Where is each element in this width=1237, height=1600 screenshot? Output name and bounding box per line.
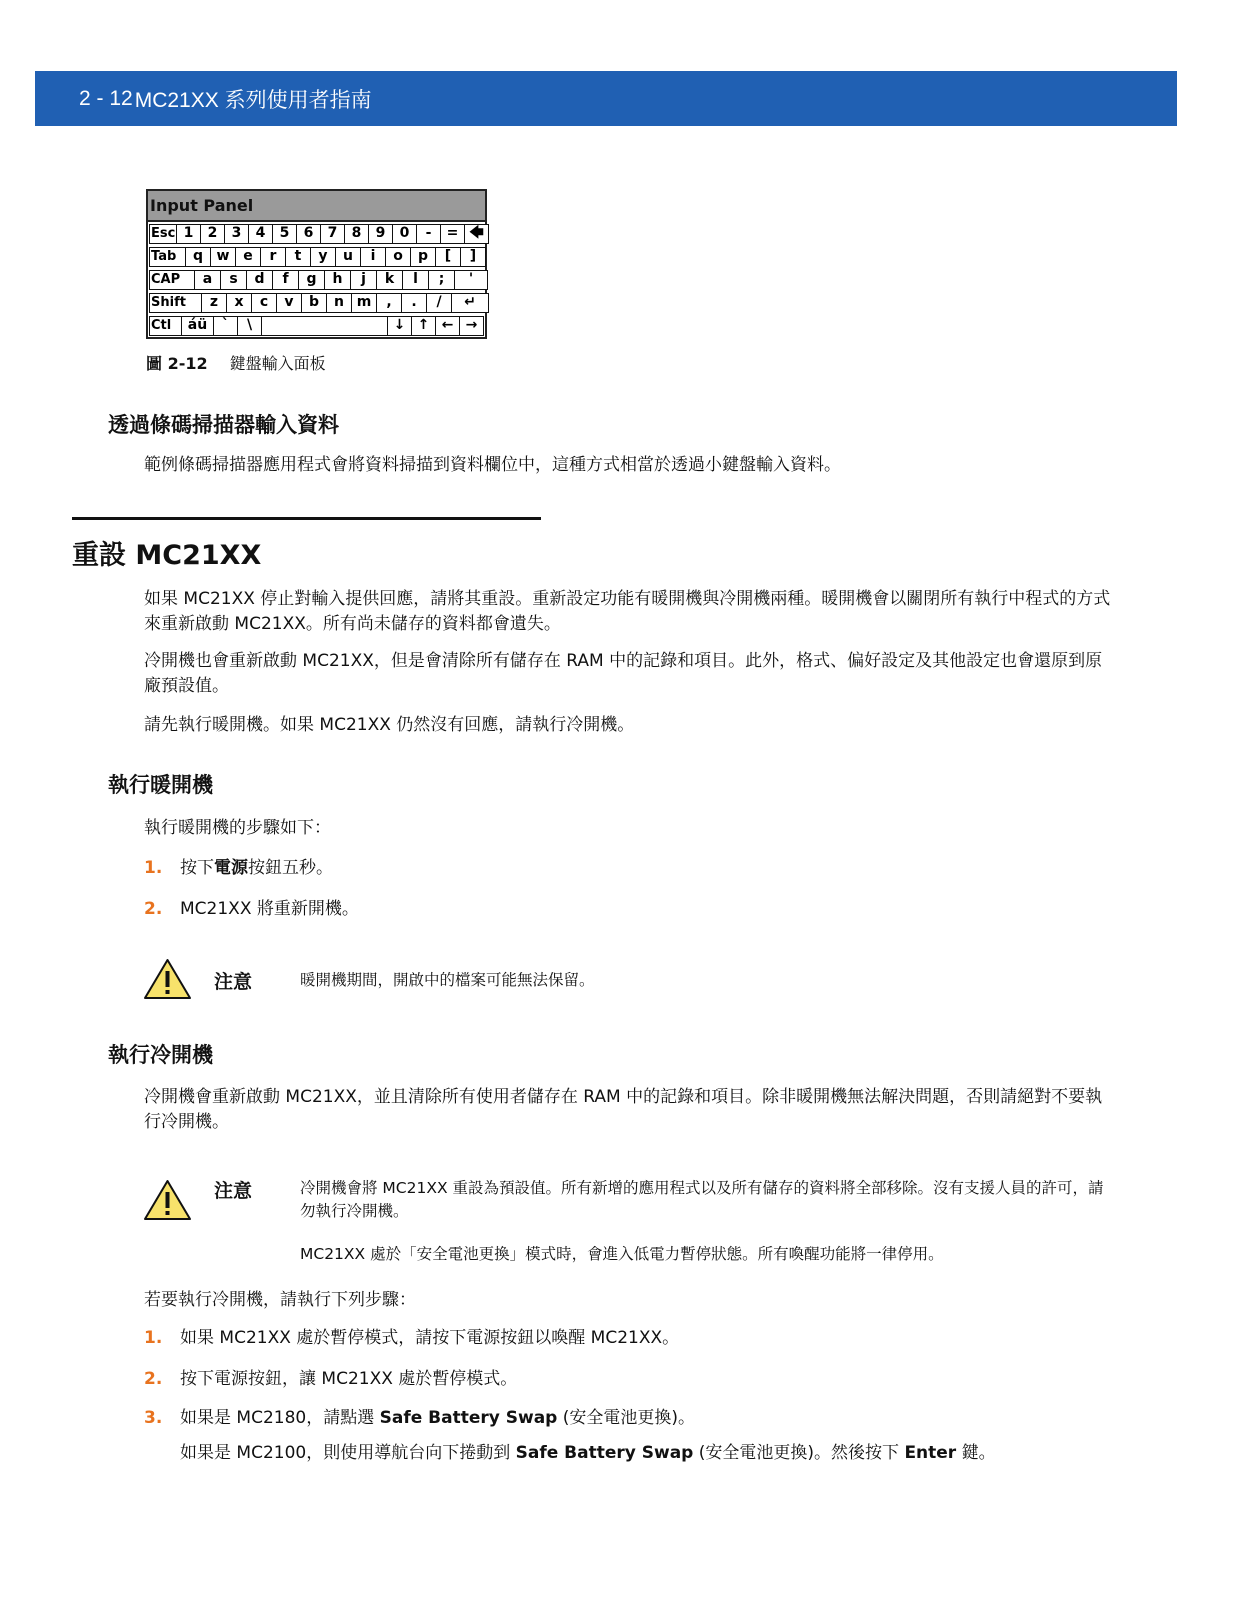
arrow-down-icon: ↓ (387, 316, 412, 336)
note-text-2: MC21XX 處於「安全電池更換」模式時，會進入低電力暫停狀態。所有喚醒功能將一律停用。 (300, 1245, 944, 1263)
warning-icon (143, 1178, 192, 1222)
key-y: y (310, 247, 336, 267)
key-period: . (401, 293, 427, 313)
key-r: r (260, 247, 286, 267)
step-number: 1. (144, 1328, 163, 1348)
key-slash: / (426, 293, 452, 313)
key-p: p (410, 247, 436, 267)
key-accents: áü (181, 316, 214, 336)
key-tab: Tab (149, 247, 186, 267)
key-5: 5 (272, 224, 297, 244)
key-comma: , (376, 293, 402, 313)
heading-cold-boot: 執行冷開機 (108, 1043, 213, 1067)
key-1: 1 (176, 224, 201, 244)
step-bold-text: 電源 (214, 858, 248, 878)
key-space (261, 316, 388, 336)
key-d: d (246, 270, 273, 290)
page-header (35, 71, 1177, 126)
key-7: 7 (320, 224, 345, 244)
key-o: o (385, 247, 411, 267)
key-c: c (251, 293, 277, 313)
input-panel-figure (146, 189, 487, 339)
cold-boot-step-3-line-2 (180, 1441, 996, 1466)
step-text: 按鈕五秒。 (248, 858, 333, 878)
key-b: b (301, 293, 327, 313)
step-text: MC21XX 將重新開機。 (180, 899, 359, 919)
key-backslash: \ (237, 316, 262, 336)
key-k: k (376, 270, 403, 290)
key-6: 6 (296, 224, 321, 244)
arrow-left-icon: ← (435, 316, 460, 336)
step-number: 1. (144, 858, 163, 878)
key-left-bracket: [ (435, 247, 461, 267)
cold-boot-step-2 (144, 1367, 517, 1392)
key-esc: Esc (149, 224, 177, 244)
key-f: f (272, 270, 299, 290)
arrow-right-icon: → (459, 316, 484, 336)
heading-reset: 重設 MC21XX (72, 540, 262, 571)
key-u: u (335, 247, 361, 267)
enter-icon: ↵ (451, 293, 489, 313)
key-q: q (185, 247, 211, 267)
key-z: z (201, 293, 227, 313)
figure-caption-text: 鍵盤輸入面板 (229, 354, 326, 373)
key-3: 3 (224, 224, 249, 244)
key-4: 4 (248, 224, 273, 244)
key-j: j (350, 270, 377, 290)
key-e: e (235, 247, 261, 267)
note-text-1: 冷開機會將 MC21XX 重設為預設值。所有新增的應用程式以及所有儲存的資料將全部移除。沒有支援人員的許可，請勿執行冷開機。 (300, 1179, 1104, 1220)
step-bold-text: Enter (904, 1443, 957, 1463)
step-number: 2. (144, 1369, 163, 1389)
heading-warm-boot: 執行暖開機 (108, 773, 213, 797)
key-g: g (298, 270, 325, 290)
key-semicolon: ; (428, 270, 455, 290)
warm-boot-intro: 執行暖開機的步驟如下： (144, 818, 331, 838)
key-w: w (210, 247, 236, 267)
cold-boot-intro: 若要執行冷開機，請執行下列步驟： (144, 1290, 416, 1310)
step-number: 2. (144, 899, 163, 919)
key-minus: - (416, 224, 441, 244)
cold-boot-paragraph: 冷開機會重新啟動 MC21XX，並且清除所有使用者儲存在 RAM 中的記錄和項目。除非暖開機無法解決問題，否則請絕對不要執行冷開機。 (144, 1087, 1103, 1132)
section-divider (72, 517, 541, 520)
reset-paragraph-1: 如果 MC21XX 停止對輸入提供回應，請將其重設。重新設定功能有暖開機與冷開機兩種。暖開機會以關閉所有執行中程式的方式來重新啟動 MC21XX。所有尚未儲存的資料都會遺失。 (144, 589, 1111, 634)
step-text: 按下電源按鈕，讓 MC21XX 處於暫停模式。 (180, 1369, 518, 1389)
step-text: (安全電池更換)。 (557, 1408, 696, 1428)
warm-boot-step-1 (144, 856, 333, 881)
reset-paragraph-3: 請先執行暖開機。如果 MC21XX 仍然沒有回應，請執行冷開機。 (144, 715, 635, 735)
key-a: a (194, 270, 221, 290)
key-v: v (276, 293, 302, 313)
book-title: MC21XX 系列使用者指南 (134, 88, 372, 112)
step-text: 如果 MC21XX 處於暫停模式，請按下電源按鈕以喚醒 MC21XX。 (180, 1328, 680, 1348)
arrow-up-icon: ↑ (411, 316, 436, 336)
figure-number: 圖 2-12 (146, 354, 208, 373)
backspace-icon: 🡄 (464, 224, 489, 244)
key-x: x (226, 293, 252, 313)
step-bold-text: Safe Battery Swap (515, 1443, 694, 1463)
step-number: 3. (144, 1408, 163, 1428)
key-right-bracket: ] (460, 247, 486, 267)
step-bold-text: Safe Battery Swap (379, 1408, 558, 1428)
step-text: (安全電池更換)。然後按下 (693, 1443, 905, 1463)
page-number: 2 - 12 (79, 86, 133, 110)
note-label: 注意 (214, 971, 253, 993)
key-i: i (360, 247, 386, 267)
warning-icon (143, 957, 192, 1001)
key-shift: Shift (149, 293, 202, 313)
key-n: n (326, 293, 352, 313)
input-panel-title: Input Panel (148, 191, 485, 222)
key-s: s (220, 270, 247, 290)
step-text: 如果是 MC2100，則使用導航台向下捲動到 (180, 1443, 516, 1463)
key-caps: CAP (149, 270, 195, 290)
cold-boot-step-1 (144, 1326, 679, 1351)
reset-paragraph-2: 冷開機也會重新啟動 MC21XX，但是會清除所有儲存在 RAM 中的記錄和項目。此外，格式、偏好設定及其他設定也會還原到原廠預設值。 (144, 651, 1103, 696)
key-9: 9 (368, 224, 393, 244)
cold-boot-step-3 (144, 1406, 695, 1431)
note-text: 暖開機期間，開啟中的檔案可能無法保留。 (300, 971, 595, 989)
step-text: 如果是 MC2180，請點選 (180, 1408, 380, 1428)
key-backtick: ` (213, 316, 238, 336)
heading-scanner-input: 透過條碼掃描器輸入資料 (108, 413, 339, 437)
step-text: 按下 (180, 858, 214, 878)
key-ctl: Ctl (149, 316, 182, 336)
key-apostrophe: ' (454, 270, 488, 290)
key-l: l (402, 270, 429, 290)
note-label: 注意 (214, 1180, 253, 1202)
key-equals: = (440, 224, 465, 244)
key-h: h (324, 270, 351, 290)
key-t: t (285, 247, 311, 267)
key-2: 2 (200, 224, 225, 244)
figure-caption (146, 351, 326, 374)
key-8: 8 (344, 224, 369, 244)
scanner-paragraph: 範例條碼掃描器應用程式會將資料掃描到資料欄位中，這種方式相當於透過小鍵盤輸入資料。 (144, 455, 841, 475)
step-text: 鍵。 (956, 1443, 996, 1463)
key-m: m (351, 293, 377, 313)
warm-boot-step-2 (144, 897, 359, 922)
key-0: 0 (392, 224, 417, 244)
